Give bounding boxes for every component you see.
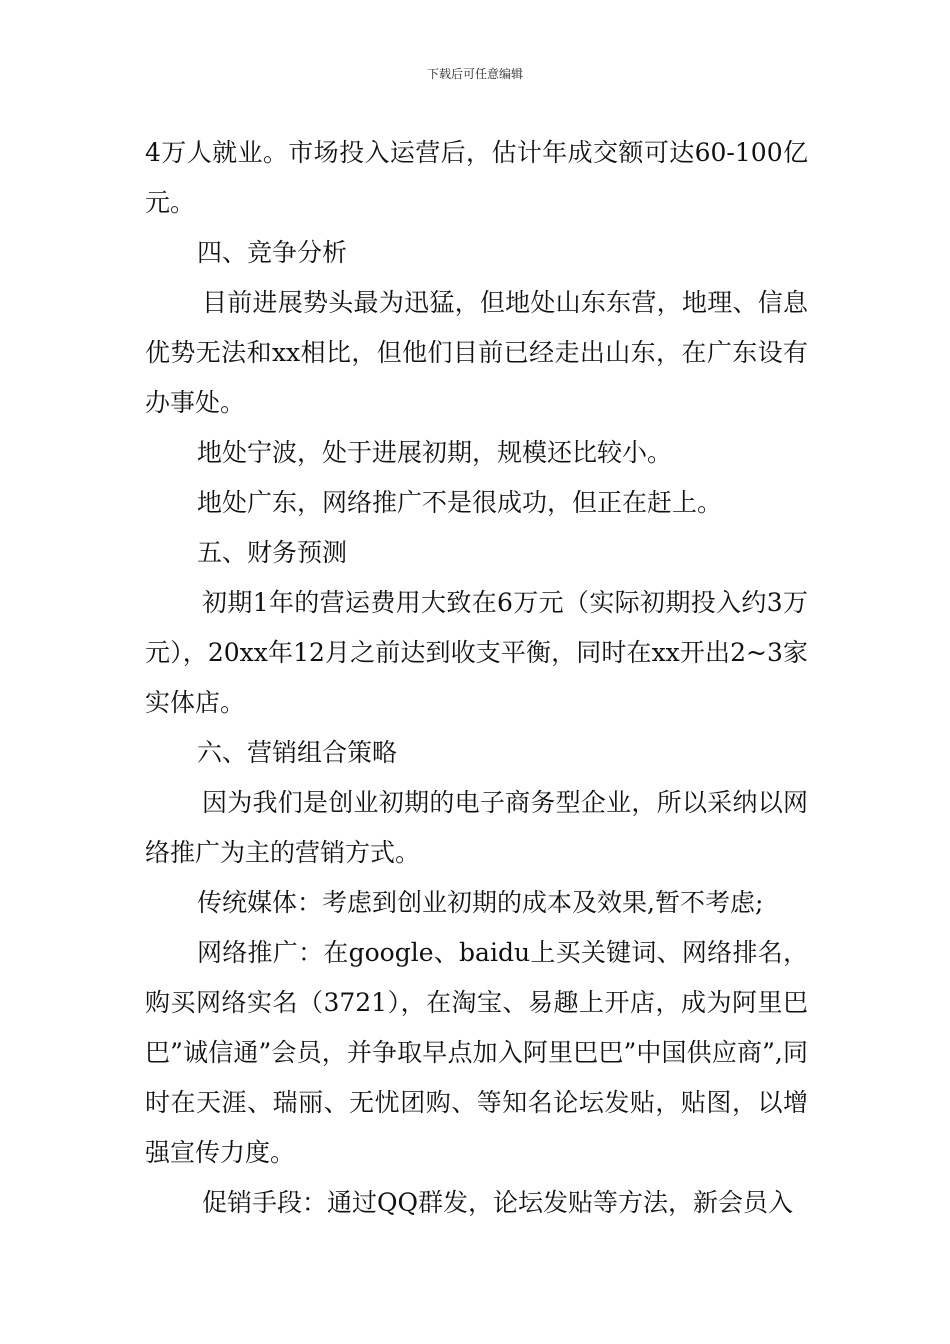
paragraph-online-promotion: 网络推广：在google、baidu上买关键词、网络排名，购买网络实名（3721），在淘宝、易趣上开店，成为阿里巴巴”诚信通”会员，并争取早点加入阿里巴巴”中国供应商”,同时在天涯、瑞丽、无忧团购、等知名论坛发贴，贴图，以增强宣传力度。 — [145, 938, 808, 1167]
section-heading-financial: 五、财务预测 — [197, 538, 348, 567]
section-heading-marketing: 六、营销组合策略 — [197, 738, 398, 767]
paragraph-traditional-media: 传统媒体：考虑到创业初期的成本及效果,暂不考虑; — [197, 888, 764, 917]
paragraph-financial-forecast: 初期1年的营运费用大致在6万元（实际初期投入约3万元），20xx年12月之前达到收支平衡，同时在xx开出2~3家实体店。 — [145, 588, 808, 717]
paragraph-promotion-methods: 促销手段：通过QQ群发，论坛发贴等方法，新会员入 — [202, 1188, 793, 1217]
paragraph-competitor-ningbo: 地处宁波，处于进展初期，规模还比较小。 — [197, 438, 673, 467]
paragraph-competitor-dongying: 目前进展势头最为迅猛，但地处山东东营，地理、信息优势无法和xx相比，但他们目前已经走出山东，在广东设有办事处。 — [145, 288, 808, 417]
paragraph-competitor-guangdong: 地处广东，网络推广不是很成功，但正在赶上。 — [197, 488, 723, 517]
document-body — [145, 128, 808, 1228]
page-header: 下载后可任意编辑 — [426, 67, 523, 81]
section-heading-competition: 四、竞争分析 — [197, 238, 348, 267]
paragraph-employment-revenue: 4万人就业。市场投入运营后，估计年成交额可达60-100亿元。 — [145, 138, 808, 217]
paragraph-marketing-approach: 因为我们是创业初期的电子商务型企业，所以采纳以网络推广为主的营销方式。 — [145, 788, 808, 867]
